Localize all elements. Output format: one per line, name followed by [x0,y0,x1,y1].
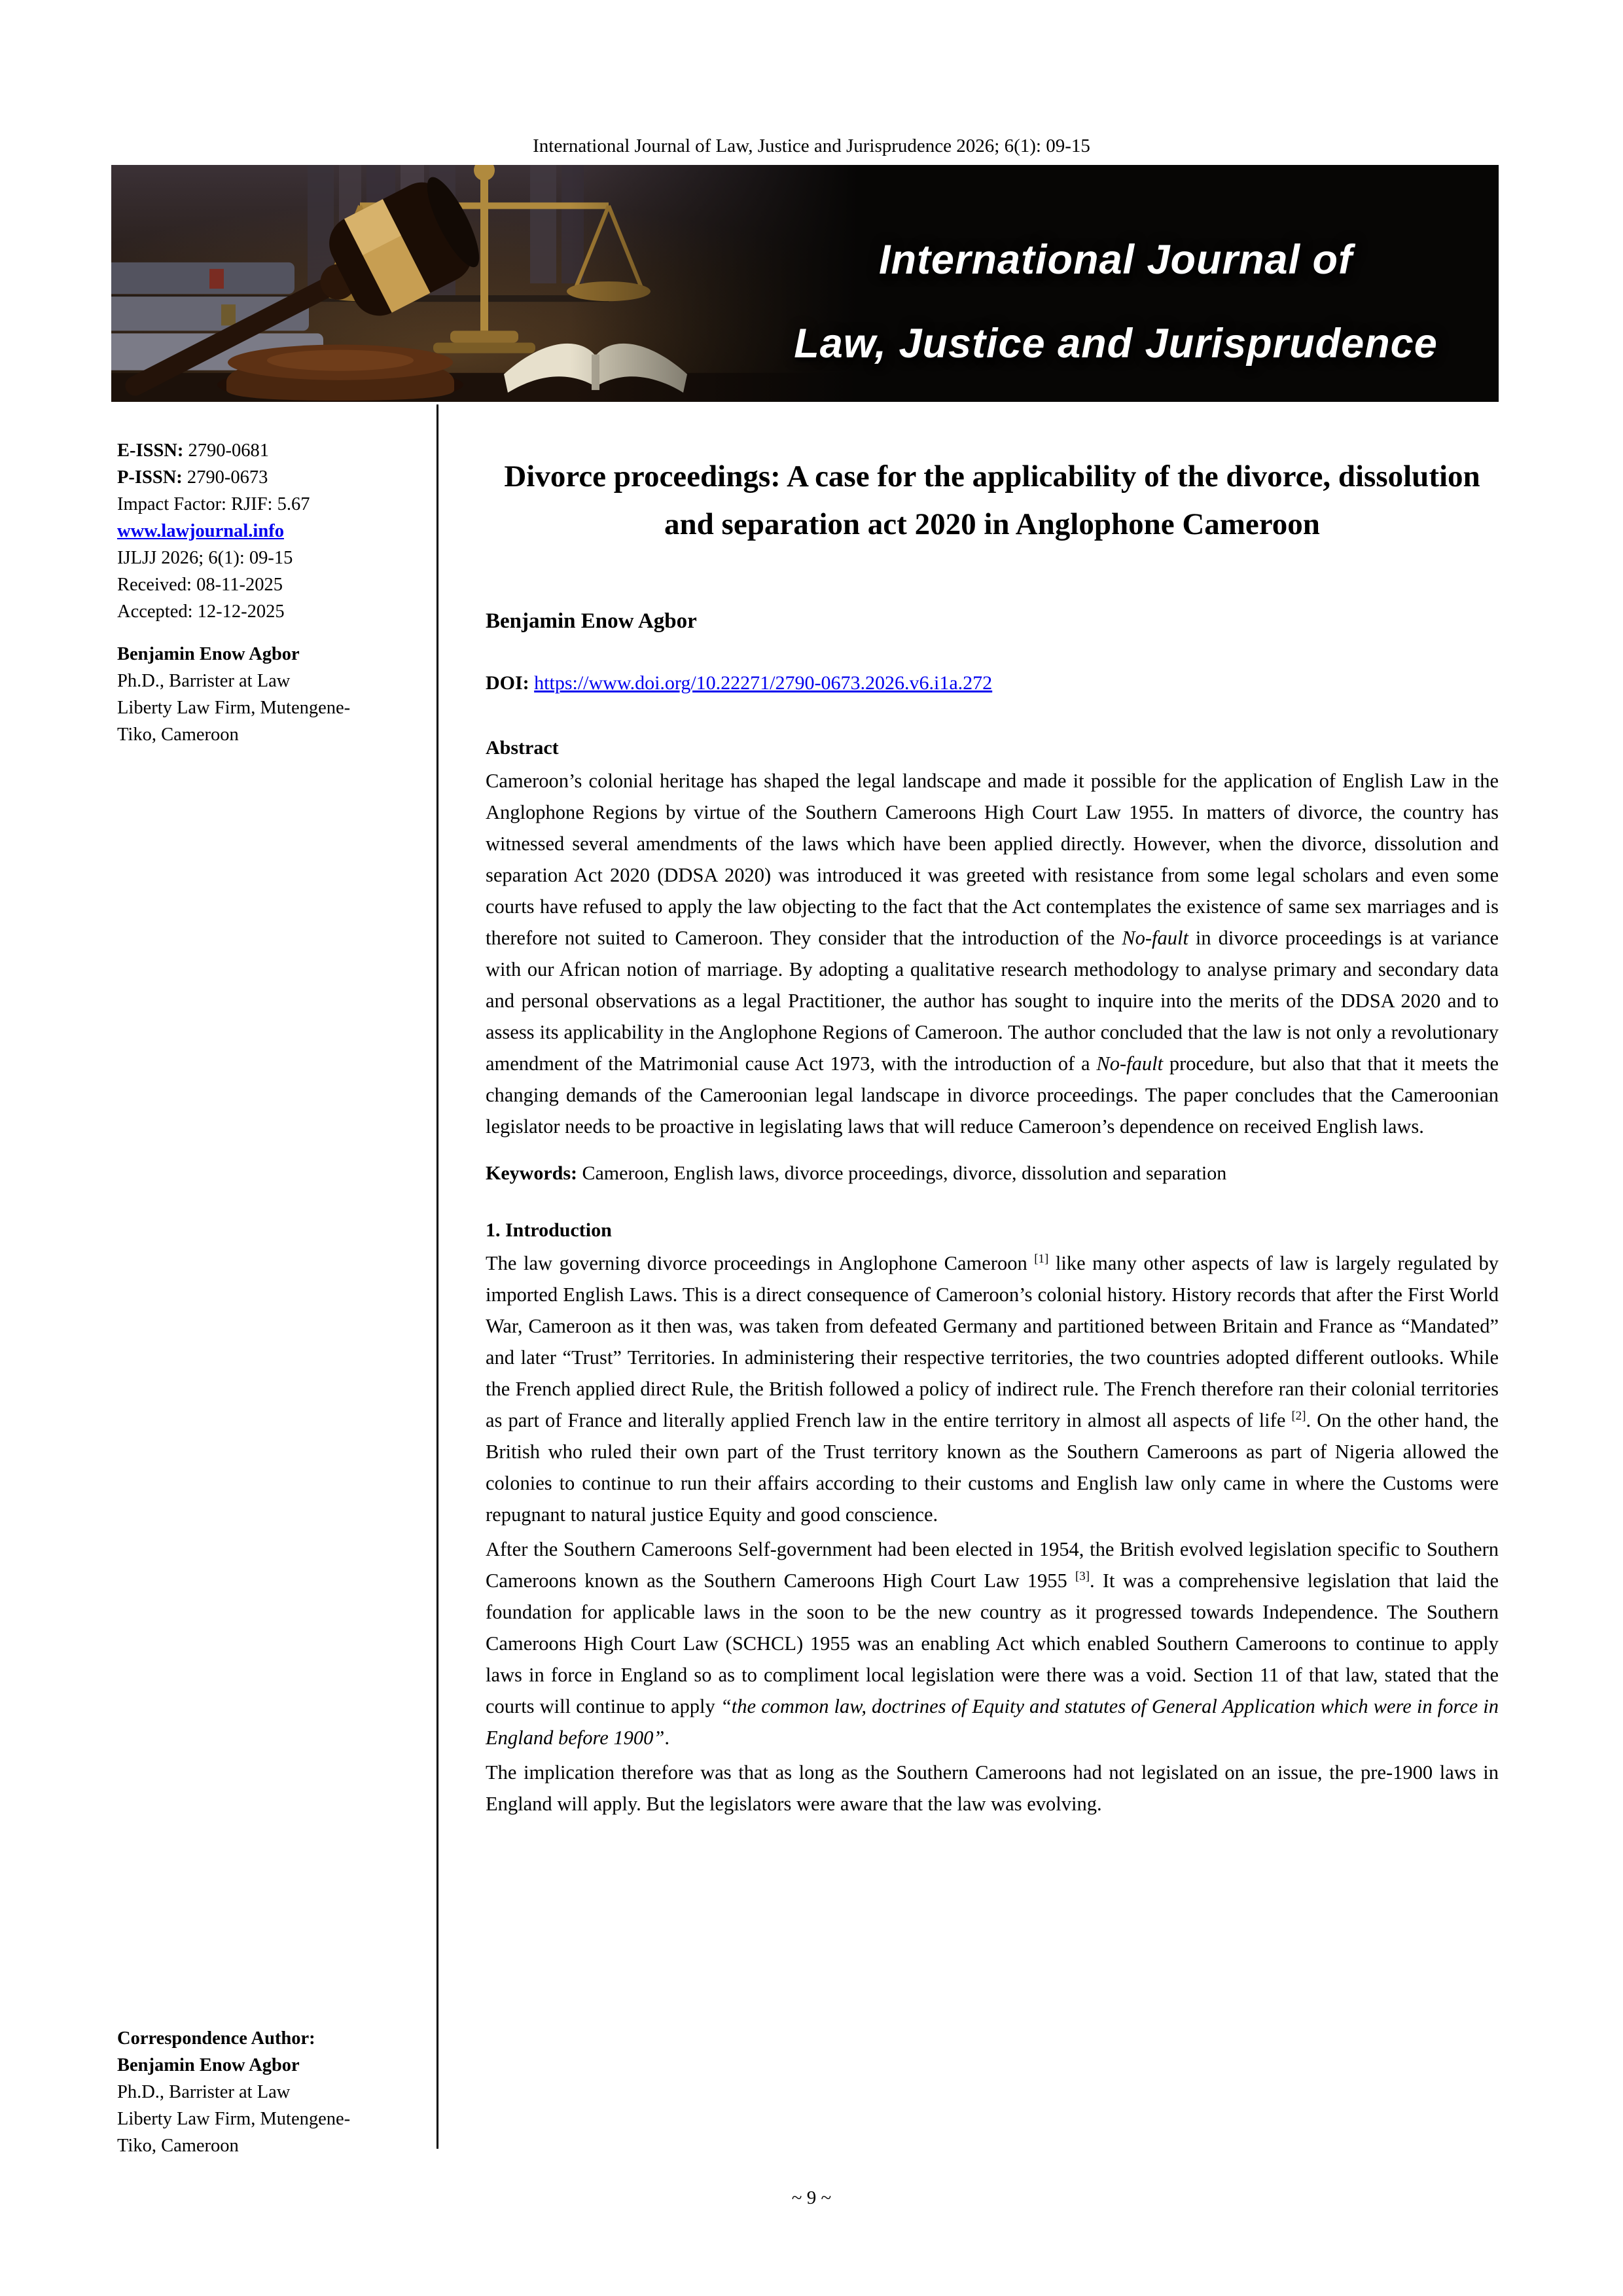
banner-title-line1: International Journal of [878,237,1353,283]
e-issn-label: E-ISSN: [117,440,184,461]
correspondence-author-affiliation-1: Liberty Law Firm, Mutengene- [117,2109,351,2129]
correspondence-label: Correspondence Author: [117,2028,315,2049]
journal-website-link[interactable]: www.lawjournal.info [117,521,284,541]
introduction-paragraph-3: The implication therefore was that as long as the Southern Cameroons had not legislated on an issue, the pre-1900 laws in England will apply. But the legislators were aware that the law was evolving. [486,1761,1499,1815]
journal-meta-sidebar [117,437,430,748]
introduction-paragraph-2: After the Southern Cameroons Self-government had been elected in 1954, the British evolved legislation specific to Southern Cameroons known as the Southern Cameroons High Court Law 1955 [3]. It was a comprehensive legislation that laid the foundation for applicable laws in the soon to be the new country as it progressed towards Independence. The Southern Cameroons High Court Law (SCHCL) 1955 was an enabling Act which enabled Southern Cameroons to continue to apply laws in force in England so as to compliment local legislation were there was a void. Section 11 of that law, stated that the courts will continue to apply “the common law, doctrines of Equity and statutes of General Application which were in force in England before 1900”. [486,1538,1499,1749]
introduction-paragraph-1: The law governing divorce proceedings in Anglophone Cameroon [1] like many other aspects of law is largely regulated by imported English Laws. This is a direct consequence of Cameroon’s colonial history. History records that after the First World War, Cameroon as it then was, was taken from defeated Germany and partitioned between Britain and France as “Mandated” and later “Trust” Territories. In administering their respective territories, the two countries adopted different outlooks. While the French applied direct Rule, the British followed a policy of indirect rule. The French therefore ran their colonial territories as part of France and literally applied French law in the entire territory in almost all aspects of life [2]. On the other hand, the British who ruled their own part of the Trust territory known as the Southern Cameroons as part of Nigeria allowed the colonies to continue to run their affairs according to their customs and English law only came in where the Customs were repugnant to natural justice Equity and good conscience. [486,1251,1499,1526]
sidebar-author-affiliation-2: Tiko, Cameroon [117,725,239,745]
issue-citation-line: IJLJJ 2026; 6(1): 09-15 [117,548,293,568]
abstract-text: Cameroon’s colonial heritage has shaped the legal landscape and made it possible for the application of English Law in the Anglophone Regions by virtue of the Southern Cameroons High Court Law 1955. In matters of divorce, the country has witnessed several amendments of the laws which have been applied directly. However, when the divorce, dissolution and separation Act 2020 (DDSA 2020) was introduced it was greeted with resistance from some legal scholars and even some courts have refused to apply the law objecting to the fact that the Act contemplates the existence of same sex marriages and is therefore not suited to Cameroon. They consider that the introduction of the No-fault in divorce proceedings is at variance with our African notion of marriage. By adopting a qualitative research methodology to analyse primary and secondary data and personal observations as a legal Practitioner, the author has sought to inquire into the merits of the DDSA 2020 and to assess its applicability in the Anglophone Regions of Cameroon. The author concluded that the law is not only a revolutionary amendment of the Matrimonial cause Act 1973, with the introduction of a No-fault procedure, but also that that it meets the changing demands of the Cameroonian legal landscape in divorce proceedings. The paper concludes that the Cameroonian legislator needs to be proactive in legislating laws that will reduce Cameroon’s dependence on received English laws. [486,770,1499,1138]
keywords-text: Cameroon, English laws, divorce proceedings, divorce, dissolution and separation [582,1162,1227,1184]
sidebar-author-affiliation-1: Liberty Law Firm, Mutengene- [117,698,351,718]
journal-banner [111,165,1499,402]
header-citation: International Journal of Law, Justice and Jurisprudence 2026; 6(1): 09-15 [533,135,1090,156]
keywords-label: Keywords: [486,1162,577,1184]
sidebar-author-name: Benjamin Enow Agbor [117,644,300,664]
abstract-heading: Abstract [486,737,559,759]
article-title: Divorce proceedings: A case for the applicability of the divorce, dissolution and separation act 2020 in Anglophone Cameroon [504,459,1480,541]
banner-title-line2: Law, Justice and Jurisprudence [794,321,1438,367]
sidebar-author-degree: Ph.D., Barrister at Law [117,671,291,691]
introduction-heading: 1. Introduction [486,1219,612,1241]
banner-title [740,165,1492,402]
correspondence-author-affiliation-2: Tiko, Cameroon [117,2136,239,2156]
doi-link[interactable]: https://www.doi.org/10.22271/2790-0673.2026.v6.i1a.272 [534,672,993,694]
p-issn-line [117,464,430,491]
article-main-column [486,402,1499,1820]
doi-label: DOI: [486,672,529,694]
received-date-line: Received: 08-11-2025 [117,575,283,595]
e-issn-line [117,437,430,464]
column-divider [437,404,438,2149]
page-number: ~ 9 ~ [791,2187,832,2208]
p-issn-value: 2790-0673 [187,467,268,488]
p-issn-label: P-ISSN: [117,467,183,488]
correspondence-author-name: Benjamin Enow Agbor [117,2055,300,2075]
keywords-line [486,1159,1499,1188]
website-line [117,518,430,545]
e-issn-value: 2790-0681 [188,440,269,461]
impact-factor-line: Impact Factor: RJIF: 5.67 [117,494,310,514]
accepted-date-line: Accepted: 12-12-2025 [117,601,285,622]
correspondence-author-degree: Ph.D., Barrister at Law [117,2082,291,2102]
doi-line [486,670,1499,697]
article-author: Benjamin Enow Agbor [486,609,697,633]
sidebar-author-block [117,641,430,748]
correspondence-author-block [117,2025,430,2159]
